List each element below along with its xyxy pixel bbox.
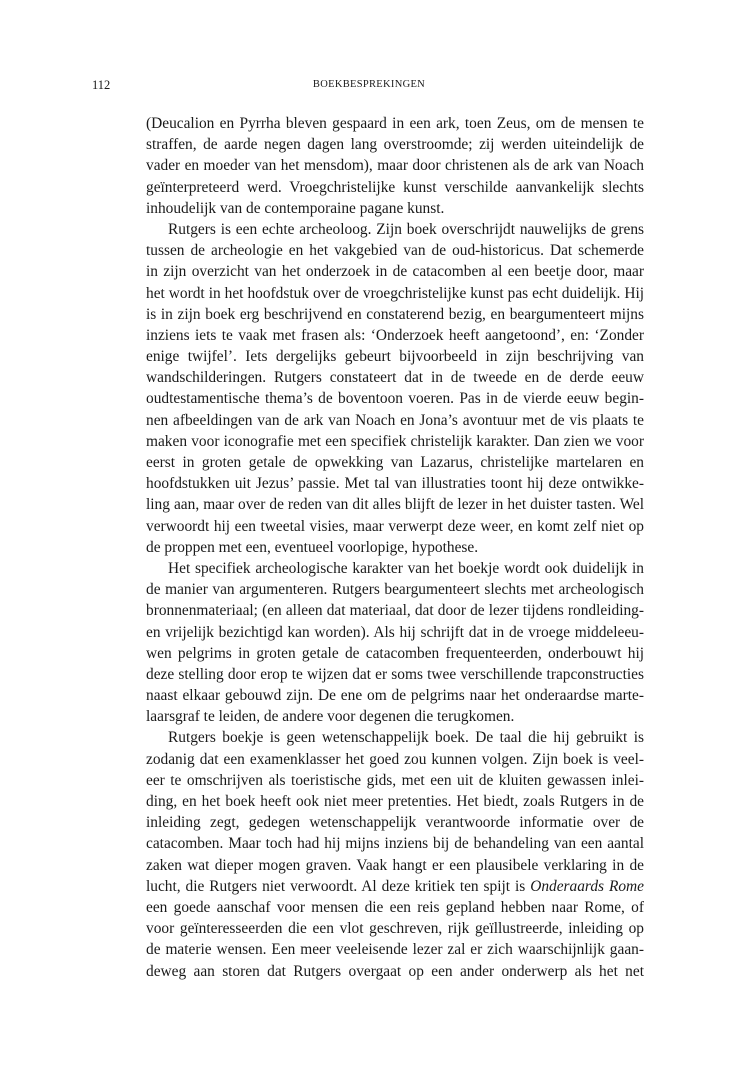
text-line: deze stelling door erop te wijzen dat er soms twee verschillende trapconstructies [146,665,644,683]
text-line: inziens iets te vaak met frasen als: ‘Onderzoek heeft aangetoond’, en: ‘Zonder [146,326,644,344]
text-line: de manier van argumenteren. Rutgers beargumenteert slechts met archeologisch [146,581,644,599]
text-line: bronnenmateriaal; (en alleen dat materiaal, dat door de lezer tijdens rondleiding- [146,602,644,620]
text-line: enige twijfel’. Iets dergelijks gebeurt bijvoorbeeld in zijn beschrijving van [146,348,644,366]
text-line: de materie wensen. Een meer veeleisende lezer zal er zich waarschijnlijk gaan- [146,941,644,959]
text-line: vader en moeder van het mensdom), maar door christenen als de ark van Noach [146,157,644,175]
text-line: Rutgers is een echte archeoloog. Zijn boek overschrijdt nauwelijks de grens [168,220,644,238]
text-line: naast elkaar gebouwd zijn. De ene om de pelgrims naar het onderaardse marte- [146,687,644,705]
text-line: maken voor iconografie met een specifiek christelijk karakter. Dan zien we voor [146,432,644,450]
paragraph-2 [146,219,644,558]
text-line: inleiding zegt, gedegen wetenschappelijk verantwoorde informatie over de [146,814,644,832]
paragraph-3 [146,558,644,728]
text-line: straffen, de aarde negen dagen lang overstroomde; zij werden uiteindelijk de [146,136,644,154]
line-text: lucht, die Rutgers niet verwoordt. Al deze kritiek ten spijt is [146,877,526,895]
text-line: ding, en het boek heeft ook niet meer pretenties. Het biedt, zoals Rutgers in de [146,793,644,810]
text-line: eerst in groten getale de opwekking van Lazarus, christelijke martelaren en [146,454,644,471]
text-line: deweg aan storen dat Rutgers overgaat op een ander onderwerp als het net [146,962,644,980]
text-line: het wordt in het hoofdstuk over de vroegchristelijke kunst pas echt duidelijk. Hij [146,284,644,302]
text-line: wen pelgrims in groten getale de catacomben frequenteerden, onderbouwt hij [146,644,644,662]
paragraph-4 [146,727,644,981]
text-line: voor geïnteresseerden die een vlot geschreven, rijk geïllustreerde, inleiding op [146,920,644,938]
text-line: is in zijn boek erg beschrijvend en constaterend bezig, en beargumenteert mijns [146,305,644,323]
text-line: hoofdstukken uit Jezus’ passie. Met tal van illustraties toont hij deze ontwikke- [146,475,644,493]
text-line: (Deucalion en Pyrrha bleven gespaard in een ark, toen Zeus, om de mensen te [146,115,644,132]
text-line: inhoudelijk van de contemporaine pagane kunst. [146,199,445,217]
running-head: BOEKBESPREKINGEN [312,79,426,90]
text-line: een goede aanschaf voor mensen die een reis gepland hebben naar Rome, of [146,898,644,916]
text-line: eer te omschrijven als toeristische gids, met een uit de kluiten gewassen inlei- [146,771,644,789]
paragraph-1 [146,113,644,219]
page-number: 112 [92,78,111,92]
body-text [146,113,644,982]
text-line: geïnterpreteerd werd. Vroegchristelijke kunst verschilde aanvankelijk slechts [146,178,644,196]
text-line: verwoordt hij een tweetal visies, maar verwerpt deze weer, en komt zelf niet op [146,517,644,535]
text-line: Rutgers boekje is geen wetenschappelijk boek. De taal die hij gebruikt is [168,729,644,747]
page-header [0,78,738,94]
text-line-with-title [146,876,644,897]
text-line: de proppen met een, eventueel voorlopige, hypothese. [146,538,479,556]
text-line: wandschilderingen. Rutgers constateert dat in de tweede en de derde eeuw [146,369,644,387]
text-line: nen afbeeldingen van de ark van Noach en Jona’s avontuur met de vis plaats te [146,411,644,429]
text-line: Het specifiek archeologische karakter van het boekje wordt ook duidelijk in [168,559,644,577]
text-line: zodanig dat een examenklasser het goed zou kunnen volgen. Zijn boek is veel- [146,750,644,768]
text-line: oudtestamentische thema’s de boventoon voeren. Pas in de vierde eeuw begin- [146,390,644,408]
text-line: en vrijelijk bezichtigd kan worden). Als hij schrijft dat in de vroege middeleeu- [146,623,644,641]
book-title: Onderaards Rome [530,877,644,895]
text-line: laarsgraf te leiden, de andere voor degenen die terugkomen. [146,708,515,726]
text-line: catacomben. Maar toch had hij mijns inziens bij de behandeling van een aantal [146,835,644,853]
text-line: tussen de archeologie en het vakgebied van de oud-historicus. Dat schemerde [146,242,644,260]
text-line: zaken wat dieper mogen graven. Vaak hangt er een plausibele verklaring in de [146,856,644,874]
text-line: in zijn overzicht van het onderzoek in de catacomben al een beetje door, maar [146,263,644,281]
text-line: ling aan, maar over de reden van dit alles blijft de lezer in het duister tasten. Wel [146,496,644,514]
